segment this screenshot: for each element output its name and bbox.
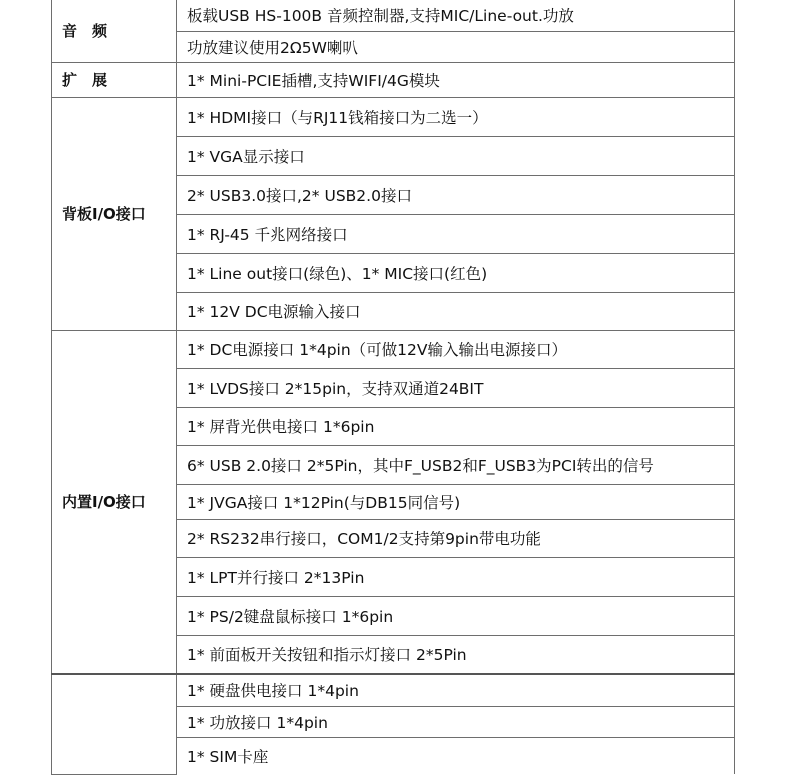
category-cell: 扩 展 (52, 62, 177, 97)
spec-value-cell: 2* RS232串行接口，COM1/2支持第9pin带电功能 (177, 519, 735, 557)
spec-value-cell: 1* LPT并行接口 2*13Pin (177, 557, 735, 596)
spec-row (52, 330, 735, 368)
spec-row (52, 97, 735, 136)
spec-value-cell: 1* 硬盘供电接口 1*4pin (177, 674, 735, 706)
category-cell: 背板I/O接口 (52, 97, 177, 330)
spec-value-cell: 功放建议使用2Ω5W喇叭 (177, 31, 735, 62)
spec-value-cell: 1* 前面板开关按钮和指示灯接口 2*5Pin (177, 635, 735, 674)
spec-table (51, 0, 735, 775)
spec-value-cell: 1* LVDS接口 2*15pin，支持双通道24BIT (177, 368, 735, 407)
spec-value-cell: 1* 12V DC电源输入接口 (177, 292, 735, 330)
spec-value-cell: 1* Mini-PCIE插槽,支持WIFI/4G模块 (177, 62, 735, 97)
category-cell: 音 频 (52, 0, 177, 62)
spec-value-cell: 1* JVGA接口 1*12Pin(与DB15同信号) (177, 484, 735, 519)
spec-value-cell: 1* HDMI接口（与RJ11钱箱接口为二选一） (177, 97, 735, 136)
spec-value-cell: 1* DC电源接口 1*4pin（可做12V输入输出电源接口） (177, 330, 735, 368)
spec-value-cell: 1* Line out接口(绿色)、1* MIC接口(红色) (177, 253, 735, 292)
spec-value-cell: 1* SIM卡座 (177, 737, 735, 774)
spec-value-cell: 板载USB HS-100B 音频控制器,支持MIC/Line-out.功放 (177, 0, 735, 31)
spec-value-cell: 1* 功放接口 1*4pin (177, 706, 735, 737)
spec-row (52, 674, 735, 706)
spec-row (52, 0, 735, 31)
spec-value-cell: 6* USB 2.0接口 2*5Pin，其中F_USB2和F_USB3为PCI转出的信号 (177, 445, 735, 484)
spec-value-cell: 2* USB3.0接口,2* USB2.0接口 (177, 175, 735, 214)
spec-value-cell: 1* VGA显示接口 (177, 136, 735, 175)
spec-row (52, 62, 735, 97)
spec-value-cell: 1* 屏背光供电接口 1*6pin (177, 407, 735, 445)
category-cell: 内置I/O接口 (52, 330, 177, 674)
category-cell (52, 674, 177, 774)
spec-value-cell: 1* PS/2键盘鼠标接口 1*6pin (177, 596, 735, 635)
spec-value-cell: 1* RJ-45 千兆网络接口 (177, 214, 735, 253)
